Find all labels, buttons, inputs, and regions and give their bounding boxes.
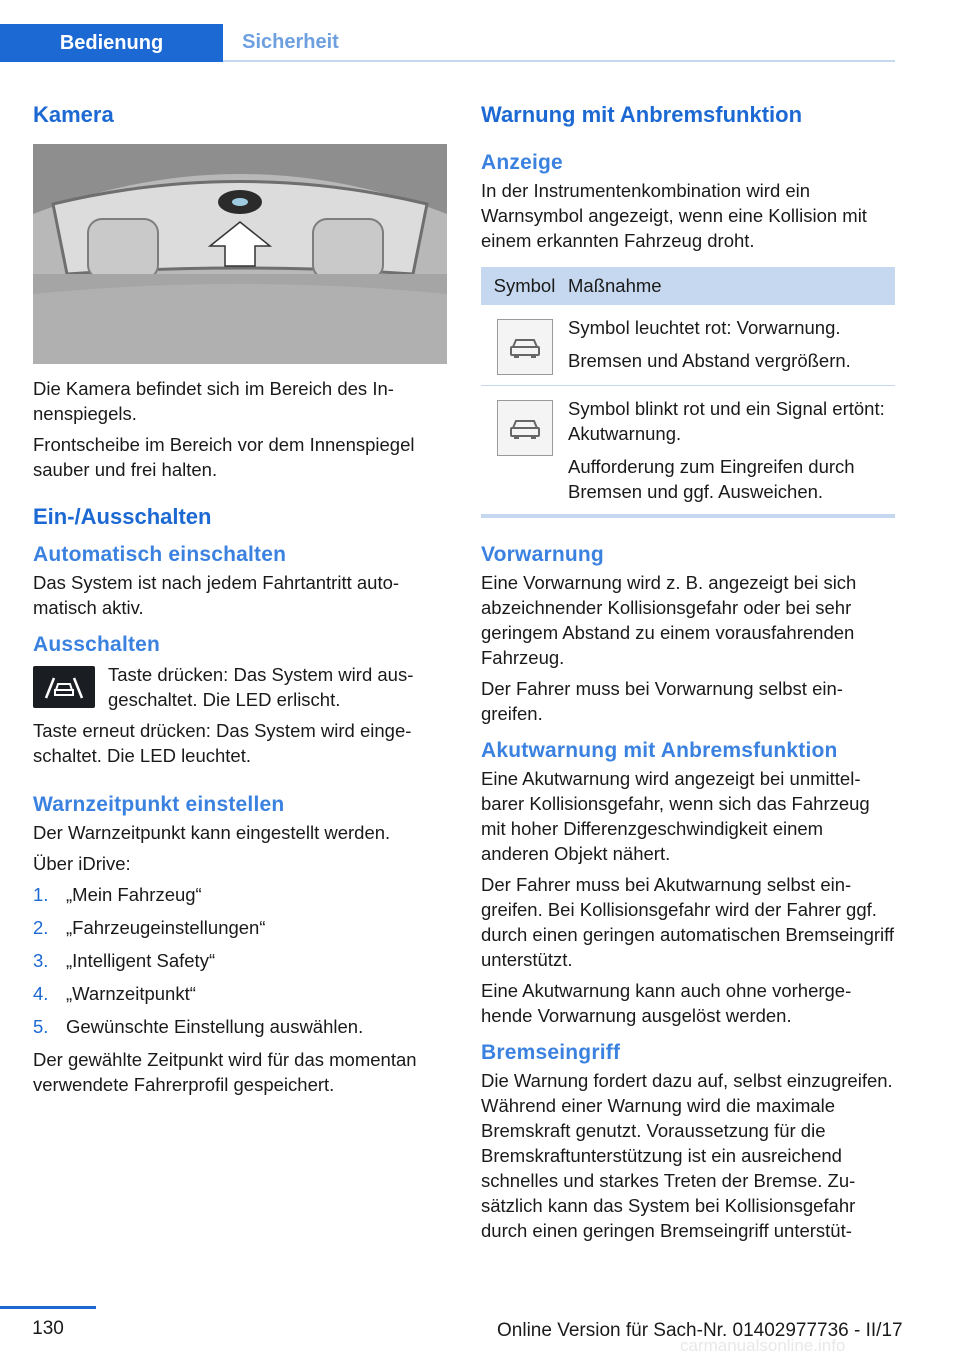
heading-warnung: Warnung mit Anbremsfunktion <box>481 102 803 127</box>
online-version: Online Version für Sach-Nr. 01402977736 - II/17 <box>497 1320 903 1341</box>
tab-bedienung[interactable]: Bedienung <box>0 24 223 62</box>
list-item: 1. „Mein Fahrzeug“ <box>33 884 202 905</box>
watermark: carmanualsonline.info <box>680 1336 846 1355</box>
heading-automatisch: Automatisch einschalten <box>33 543 287 566</box>
list-item: 5. Gewünschte Einstellung auswählen. <box>33 1016 364 1037</box>
row1-text-b: Bremsen und Abstand vergrößern. <box>568 350 851 371</box>
right-column <box>481 100 895 1243</box>
row2-text-b: Aufforderung zum Eingreifen durch Bremsen und ggf. Ausweichen. <box>568 456 855 502</box>
warn-text-2: Über iDrive: <box>33 853 131 874</box>
heading-warnzeitpunkt: Warnzeitpunkt einstellen <box>33 793 285 816</box>
idrive-steps <box>33 882 447 1039</box>
tab-sicherheit[interactable]: Sicherheit <box>242 30 339 53</box>
warn-text-3: Der gewählte Zeitpunkt wird für das momentan verwendete Fahrerprofil gespeichert. <box>33 1049 417 1095</box>
col-symbol: Symbol <box>493 275 556 296</box>
aus-text-2: Taste erneut drücken: Das System wird eingeschaltet. Die LED leuchtet. <box>33 720 412 766</box>
vorwarnung-text-2: Der Fahrer muss bei Vorwarnung selbst eingreifen. <box>481 678 843 724</box>
auto-text: Das System ist nach jedem Fahrtantritt automatisch aktiv. <box>33 572 400 618</box>
table-row <box>481 305 895 386</box>
kamera-text-1: Die Kamera befindet sich im Bereich des Innenspiegels. <box>33 378 394 424</box>
list-item: 4. „Warnzeitpunkt“ <box>33 983 196 1004</box>
table-header <box>481 267 895 305</box>
heading-akutwarnung: Akutwarnung mit Anbremsfunktion <box>481 739 838 762</box>
row1-text-a: Symbol leuchtet rot: Vorwarnung. <box>568 317 841 338</box>
col-massnahme: Maßnahme <box>568 275 662 296</box>
heading-kamera: Kamera <box>33 102 114 127</box>
anzeige-text: In der Instrumentenkombination wird ein Warnsymbol angezeigt, wenn eine Kollision mit einem erkannten Fahrzeug droht. <box>481 180 867 251</box>
akut-text-1: Eine Akutwarnung wird angezeigt bei unmittelbarer Kollisionsgefahr, wenn sich das Fahrzeug mit hoher Differenzgeschwindigkeit einem anderen Objekt nähert. <box>481 768 870 864</box>
table-end-rule <box>481 514 895 518</box>
list-item: 3. „Intelligent Safety“ <box>33 950 216 971</box>
table-row <box>481 386 895 514</box>
row2-text-a: Symbol blinkt rot und ein Signal ertönt: Akutwarnung. <box>568 398 885 444</box>
heading-ein-aus: Ein-/Ausschalten <box>33 504 212 529</box>
heading-anzeige: Anzeige <box>481 151 563 174</box>
car-warning-icon <box>497 319 553 375</box>
camera-illustration <box>33 144 447 364</box>
warn-text-1: Der Warnzeitpunkt kann eingestellt werden. <box>33 822 391 843</box>
heading-ausschalten: Ausschalten <box>33 633 161 656</box>
kamera-text-2: Frontscheibe im Bereich vor dem Innenspiegel sauber und frei halten. <box>33 434 415 480</box>
camera-photo <box>33 144 447 364</box>
heading-vorwarnung: Vorwarnung <box>481 543 604 566</box>
akut-text-2: Der Fahrer muss bei Akutwarnung selbst eingreifen. Bei Kollisionsgefahr wird der Fahrer ggf. durch einen geringen automatischen Bremseingriff unterstützt. <box>481 874 895 970</box>
vorwarnung-text-1: Eine Vorwarnung wird z. B. angezeigt bei sich abzeichnender Kollisionsgefahr oder bei sehr geringem Abstand zu einem vorausfahrenden Fahrzeug. <box>481 572 857 668</box>
left-column <box>33 100 447 1097</box>
brems-text: Die Warnung fordert dazu auf, selbst einzugreifen. Während einer Warnung wird die maximale Bremskraft genutzt. Voraussetzung für die Bremskraftunterstützung ist ein ausreichend schnelles und starkes Treten der Bremse. Zusätzlich kann das System bei Kollisionsgefahr durch einen geringen Bremseingriff unterstüt- <box>481 1070 893 1241</box>
collision-warning-button-icon <box>33 666 95 708</box>
symbol-table <box>481 267 895 518</box>
list-item: 2. „Fahrzeugeinstellungen“ <box>33 917 266 938</box>
akut-text-3: Eine Akutwarnung kann auch ohne vorhergehende Vorwarnung ausgelöst werden. <box>481 980 852 1026</box>
heading-bremseingriff: Bremseingriff <box>481 1041 621 1064</box>
footer-rule <box>0 1306 96 1309</box>
car-warning-icon <box>497 400 553 456</box>
page-number: 130 <box>32 1318 64 1339</box>
aus-row <box>33 662 447 712</box>
aus-text-1: Taste drücken: Das System wird ausgeschaltet. Die LED erlischt. <box>108 664 414 710</box>
